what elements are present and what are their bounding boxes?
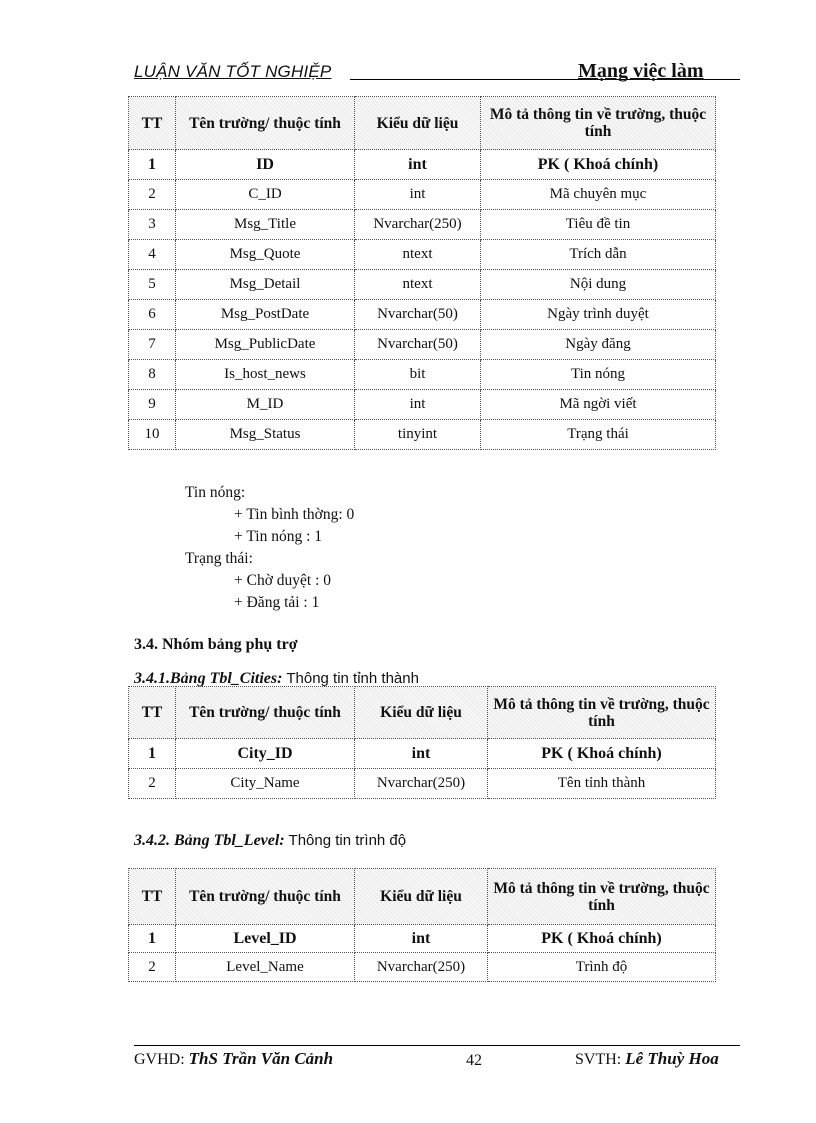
- table-cell: Trích dẫn: [481, 240, 716, 270]
- table-row: [129, 420, 716, 450]
- note-tin-binh-thong: + Tin bình thờng: 0: [234, 506, 355, 523]
- table-cell: Trạng thái: [481, 420, 716, 450]
- header-cell: Mô tả thông tin về trường, thuộc tính: [488, 687, 716, 739]
- table-cell: bit: [355, 360, 481, 390]
- table-row: [129, 270, 716, 300]
- table-row: [129, 390, 716, 420]
- cities-caption-label: 3.4.1.Bảng Tbl_Cities:: [134, 670, 283, 687]
- table-cell: PK ( Khoá chính): [488, 925, 716, 953]
- table-cell: int: [355, 150, 481, 180]
- note-tin-nong-label: Tin nóng:: [185, 484, 246, 501]
- note-trang-thai-label: Trạng thái:: [185, 550, 253, 567]
- table-row: [129, 150, 716, 180]
- table-cell: Mã ngời viết: [481, 390, 716, 420]
- header-cell: Mô tả thông tin về trường, thuộc tính: [488, 869, 716, 925]
- table-cell: Msg_Quote: [176, 240, 355, 270]
- table-cell: Nội dung: [481, 270, 716, 300]
- table-cell: 1: [129, 925, 176, 953]
- table-cell: int: [355, 925, 488, 953]
- header-left-title: LUẬN VĂN TỐT NGHIỆP: [134, 62, 332, 81]
- level-caption-desc: Thông tin trình độ: [284, 832, 407, 849]
- table-row: [129, 925, 716, 953]
- header-cell: Tên trường/ thuộc tính: [176, 97, 355, 150]
- table-cell: ntext: [355, 270, 481, 300]
- table-cell: 5: [129, 270, 176, 300]
- table-row: [129, 180, 716, 210]
- table-cell: 2: [129, 180, 176, 210]
- footer-rule: [134, 1045, 740, 1046]
- footer-gvhd-name: ThS Trần Văn Cảnh: [188, 1049, 334, 1068]
- table-cell: Nvarchar(50): [355, 300, 481, 330]
- table-cell: 2: [129, 953, 176, 982]
- header-cell: Tên trường/ thuộc tính: [176, 687, 355, 739]
- table-cell: Nvarchar(250): [355, 210, 481, 240]
- table-cell: Is_host_news: [176, 360, 355, 390]
- header-cell: Kiểu dữ liệu: [355, 97, 481, 150]
- table-cell: Mã chuyên mục: [481, 180, 716, 210]
- table-cell: 6: [129, 300, 176, 330]
- table-row: [129, 739, 716, 769]
- table-cell: M_ID: [176, 390, 355, 420]
- table-cell: Msg_PostDate: [176, 300, 355, 330]
- table-cell: Msg_Status: [176, 420, 355, 450]
- table-cell: Msg_PublicDate: [176, 330, 355, 360]
- table-cell: Nvarchar(250): [355, 769, 488, 799]
- cities-caption-desc: Thông tin tỉnh thành: [282, 670, 419, 687]
- table-cell: Level_Name: [176, 953, 355, 982]
- note-tin-nong-value: + Tin nóng : 1: [234, 528, 322, 545]
- table-cell: 2: [129, 769, 176, 799]
- table-cell: Nvarchar(250): [355, 953, 488, 982]
- table-cell: Tên tỉnh thành: [488, 769, 716, 799]
- table-header-row: [129, 97, 716, 150]
- table-cell: 1: [129, 150, 176, 180]
- table-cell: ntext: [355, 240, 481, 270]
- table-row: [129, 360, 716, 390]
- table-cell: Ngày trình duyệt: [481, 300, 716, 330]
- section-title: 3.4. Nhóm bảng phụ trợ: [134, 636, 298, 653]
- table-cell: Trình độ: [488, 953, 716, 982]
- table-cell: 4: [129, 240, 176, 270]
- table-cell: City_Name: [176, 769, 355, 799]
- table-cell: 3: [129, 210, 176, 240]
- table-cell: 9: [129, 390, 176, 420]
- table-cell: 10: [129, 420, 176, 450]
- table-cell: tinyint: [355, 420, 481, 450]
- table-header-row: [129, 869, 716, 925]
- header-cell: Kiểu dữ liệu: [355, 687, 488, 739]
- table-cell: Level_ID: [176, 925, 355, 953]
- table-cell: Tiêu đề tin: [481, 210, 716, 240]
- table-row: [129, 300, 716, 330]
- header-cell: Kiểu dữ liệu: [355, 869, 488, 925]
- table-cell: 7: [129, 330, 176, 360]
- footer-gvhd: [134, 1049, 333, 1069]
- messages-table: [128, 96, 716, 450]
- header-cell: Tên trường/ thuộc tính: [176, 869, 355, 925]
- table-row: [129, 953, 716, 982]
- footer-svth-name: Lê Thuỳ Hoa: [625, 1049, 719, 1068]
- table-cell: PK ( Khoá chính): [488, 739, 716, 769]
- table-cell: 1: [129, 739, 176, 769]
- footer-svth: [575, 1049, 719, 1069]
- page-number: 42: [466, 1052, 482, 1069]
- table-row: [129, 240, 716, 270]
- table-cell: int: [355, 739, 488, 769]
- header-cell: TT: [129, 97, 176, 150]
- table-cell: Tin nóng: [481, 360, 716, 390]
- cities-table: [128, 686, 716, 799]
- table-header-row: [129, 687, 716, 739]
- table-cell: Ngày đăng: [481, 330, 716, 360]
- table-cell: int: [355, 180, 481, 210]
- table-cell: City_ID: [176, 739, 355, 769]
- table-cell: Nvarchar(50): [355, 330, 481, 360]
- header-cell: TT: [129, 869, 176, 925]
- table-cell: C_ID: [176, 180, 355, 210]
- table-row: [129, 210, 716, 240]
- table-cell: Msg_Title: [176, 210, 355, 240]
- table-cell: int: [355, 390, 481, 420]
- note-dang-tai: + Đăng tải : 1: [234, 594, 320, 611]
- header-cell: TT: [129, 687, 176, 739]
- footer-svth-label: SVTH:: [575, 1051, 622, 1068]
- table-cell: Msg_Detail: [176, 270, 355, 300]
- table-cell: PK ( Khoá chính): [481, 150, 716, 180]
- table-row: [129, 769, 716, 799]
- footer-gvhd-label: GVHD:: [134, 1051, 185, 1068]
- table-cell: 8: [129, 360, 176, 390]
- header-right-title: Mạng việc làm: [578, 60, 704, 82]
- header-cell: Mô tả thông tin về trường, thuộc tính: [481, 97, 716, 150]
- level-table: [128, 868, 716, 982]
- note-cho-duyet: + Chờ duyệt : 0: [234, 572, 332, 589]
- level-caption-label: 3.4.2. Bảng Tbl_Level:: [134, 832, 285, 849]
- level-caption: [134, 832, 406, 850]
- table-row: [129, 330, 716, 360]
- table-cell: ID: [176, 150, 355, 180]
